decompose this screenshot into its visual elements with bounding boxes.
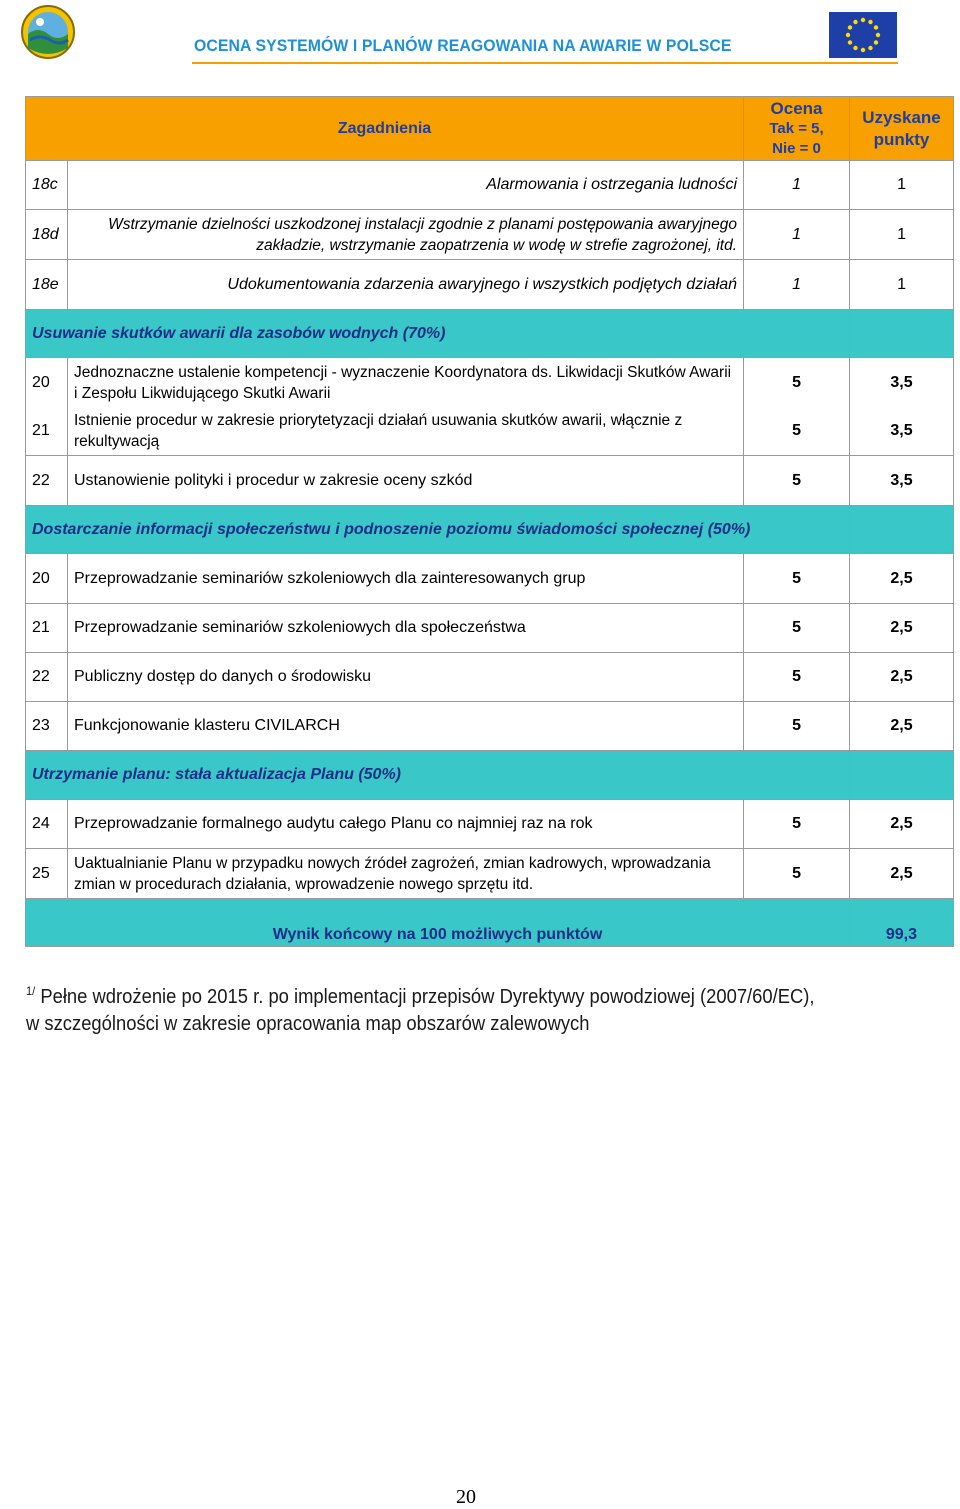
row-number: 25 [26, 849, 68, 899]
footnote-text-line1: Pełne wdrożenie po 2015 r. po implementacji przepisów Dyrektywy powodziowej (2007/60/EC), [35, 986, 815, 1008]
row-score: 5 [744, 408, 850, 456]
row-number: 24 [26, 800, 68, 849]
table-row [26, 358, 954, 408]
footnote-line1 [26, 978, 854, 1011]
row-points: 1 [850, 161, 954, 210]
row-text: Jednoznaczne ustalenie kompetencji - wyznaczenie Koordynatora ds. Likwidacji Skutków Awarii i Zespołu Likwidującego Skutki Awarii [68, 358, 744, 408]
row-text: Ustanowienie polityki i procedur w zakresie oceny szkód [68, 456, 744, 506]
row-points: 2,5 [850, 604, 954, 653]
section-header-row [26, 751, 954, 800]
row-points: 3,5 [850, 456, 954, 506]
row-number: 18c [26, 161, 68, 210]
row-points: 1 [850, 260, 954, 310]
row-score: 5 [744, 456, 850, 506]
row-text: Przeprowadzanie seminariów szkoleniowych dla zainteresowanych grup [68, 554, 744, 604]
row-score: 5 [744, 800, 850, 849]
row-score: 5 [744, 849, 850, 899]
table-row [26, 554, 954, 604]
row-number: 21 [26, 408, 68, 456]
row-text: Istnienie procedur w zakresie priorytetyzacji działań usuwania skutków awarii, włącznie z rekultywacją [68, 408, 744, 456]
footnote [26, 978, 854, 1038]
row-points: 1 [850, 210, 954, 260]
page-header [0, 0, 960, 70]
header-title: OCENA SYSTEMÓW I PLANÓW REAGOWANIA NA AWARIE W POLSCE [194, 36, 732, 55]
eu-flag-icon [829, 12, 897, 58]
row-number: 23 [26, 702, 68, 751]
section-title: Utrzymanie planu: stała aktualizacja Planu (50%) [26, 751, 850, 800]
row-number: 20 [26, 554, 68, 604]
row-text-line1: Wstrzymanie dzielności uszkodzonej instalacji zgodnie z planami postępowania awaryjnego [108, 215, 738, 233]
row-number: 22 [26, 456, 68, 506]
header-score-line1: Ocena [770, 98, 823, 118]
row-text: Alarmowania i ostrzegania ludności [68, 161, 744, 210]
row-score: 5 [744, 653, 850, 702]
row-score: 1 [744, 260, 850, 310]
header-issues: Zagadnienia [26, 97, 744, 161]
row-score: 5 [744, 554, 850, 604]
header-divider [192, 62, 898, 64]
row-text: Funkcjonowanie klasteru CIVILARCH [68, 702, 744, 751]
evaluation-table [25, 96, 954, 947]
section-title: Dostarczanie informacji społeczeństwu i podnoszenie poziomu świadomości społecznej (50%) [26, 506, 850, 554]
row-score: 5 [744, 702, 850, 751]
table-row [26, 800, 954, 849]
header-points-line2: punkty [873, 129, 930, 149]
row-text: Przeprowadzanie seminariów szkoleniowych dla społeczeństwa [68, 604, 744, 653]
table-header-row [26, 97, 954, 161]
row-number: 21 [26, 604, 68, 653]
final-score-label: Wynik końcowy na 100 możliwych punktów [272, 926, 603, 943]
table-row [26, 408, 954, 456]
table-row [26, 260, 954, 310]
final-score-row [26, 899, 954, 947]
row-score: 5 [744, 604, 850, 653]
section-empty-cell [850, 310, 954, 358]
table-row [26, 653, 954, 702]
section-empty-cell [850, 506, 954, 554]
header-score [744, 97, 850, 161]
row-points: 2,5 [850, 653, 954, 702]
row-points: 2,5 [850, 554, 954, 604]
footnote-text-line2: w szczególności w zakresie opracowania map obszarów zalewowych [26, 1013, 590, 1035]
row-number: 22 [26, 653, 68, 702]
final-score-label-cell [26, 899, 850, 947]
final-score-value: 99,3 [885, 926, 918, 943]
header-points [850, 97, 954, 161]
table-row [26, 210, 954, 260]
row-text: Przeprowadzanie formalnego audytu całego Planu co najmniej raz na rok [68, 800, 744, 849]
row-text: Udokumentowania zdarzenia awaryjnego i wszystkich podjętych działań [68, 260, 744, 310]
header-score-line3: Nie = 0 [772, 139, 821, 157]
row-points: 2,5 [850, 849, 954, 899]
section-empty-cell [850, 751, 954, 800]
row-points: 2,5 [850, 800, 954, 849]
row-score: 1 [744, 210, 850, 260]
row-number: 20 [26, 358, 68, 408]
section-title: Usuwanie skutków awarii dla zasobów wodnych (70%) [26, 310, 850, 358]
row-text-line2: zakładzie, wstrzymanie zaopatrzenia w wodę w strefie zagrożonej, itd. [256, 236, 738, 254]
header-points-line1: Uzyskane [862, 107, 941, 127]
section-header-row [26, 310, 954, 358]
row-text: Publiczny dostęp do danych o środowisku [68, 653, 744, 702]
row-points: 2,5 [850, 702, 954, 751]
row-points: 3,5 [850, 408, 954, 456]
table-row [26, 456, 954, 506]
footnote-marker: 1/ [26, 984, 36, 998]
row-points: 3,5 [850, 358, 954, 408]
row-number: 18d [26, 210, 68, 260]
table-row [26, 702, 954, 751]
row-score: 5 [744, 358, 850, 408]
project-logo-icon [20, 4, 76, 60]
page-number: 20 [456, 1486, 476, 1508]
row-number: 18e [26, 260, 68, 310]
table-row [26, 161, 954, 210]
final-score-value-cell [850, 899, 954, 947]
row-text: Uaktualnianie Planu w przypadku nowych źródeł zagrożeń, zmian kadrowych, wprowadzania zmian w procedurach działania, wprowadzenie nowego sprzętu itd. [68, 849, 744, 899]
row-text [68, 210, 744, 260]
table-row [26, 849, 954, 899]
section-header-row [26, 506, 954, 554]
table-row [26, 604, 954, 653]
row-score: 1 [744, 161, 850, 210]
header-score-line2: Tak = 5, [769, 119, 824, 137]
